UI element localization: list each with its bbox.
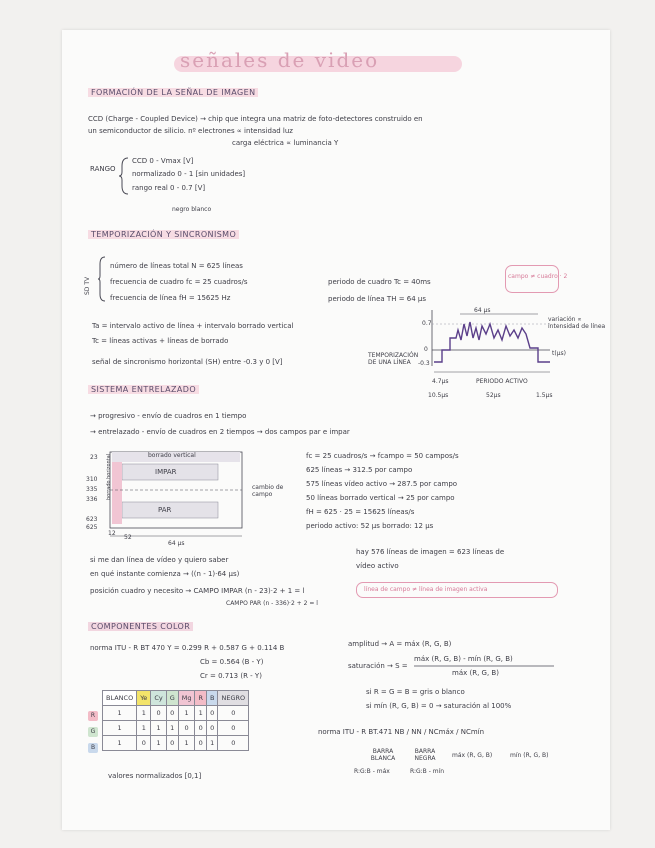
wave-level-07: 0.7	[422, 320, 432, 327]
cell: 0	[195, 721, 207, 736]
ncmin-def: mín (R, G, B)	[510, 752, 549, 759]
diagram-par: PAR	[158, 506, 172, 514]
cell: 0	[218, 706, 249, 721]
hay-576-1: hay 576 líneas de imagen = 623 líneas de	[356, 548, 505, 556]
cell: 0	[218, 736, 249, 751]
cell: 1	[103, 706, 137, 721]
header-r: R	[195, 691, 207, 706]
cell: 1	[151, 721, 166, 736]
cell: 0	[195, 736, 207, 751]
fact-1: fc = 25 cuadros/s → fcampo = 50 campos/s	[306, 452, 459, 460]
cell: 1	[103, 721, 137, 736]
wave-temporizacion-label: TEMPORIZACIÓN DE UNA LÍNEA	[368, 352, 419, 366]
wave-level-0: 0	[424, 346, 428, 353]
row-label-r: R	[88, 711, 98, 721]
norma-cb: Cb = 0.564 (B - Y)	[200, 658, 264, 666]
table-row	[103, 736, 249, 751]
amplitud: amplitud → A = máx (R, G, B)	[348, 640, 452, 648]
header-ye: Ye	[137, 691, 151, 706]
header-cy: Cy	[151, 691, 166, 706]
campo-cuadro-text: campo ≠ cuadro · 2	[508, 273, 568, 280]
fact-2: 625 líneas → 312.5 por campo	[306, 466, 413, 474]
interlace-diagram	[100, 444, 260, 544]
periodo-cuadro: periodo de cuadro Tc = 40ms	[328, 278, 431, 286]
def-ta: Ta = intervalo activo de línea + intervalo borrado vertical	[92, 322, 294, 330]
cell: 0	[137, 736, 151, 751]
rango-normalizado: normalizado 0 - 1 [sin unidades]	[132, 170, 246, 178]
cell: 1	[207, 736, 218, 751]
wave-52us: 52µs	[486, 392, 501, 399]
cell: 0	[166, 706, 178, 721]
si-min-cero: si mín (R, G, B) = 0 → saturación al 100%	[366, 702, 512, 710]
diagram-borrado-vertical: borrado vertical	[148, 452, 196, 459]
eq-max: R:G:B - máx	[354, 768, 390, 775]
fact-3: 575 líneas vídeo activo → 287.5 por campo	[306, 480, 458, 488]
table-row	[103, 706, 249, 721]
valores-normalizados: valores normalizados [0,1]	[108, 772, 202, 780]
row-label-b: B	[88, 743, 98, 753]
diagram-cambio-campo: cambio de campo	[252, 484, 284, 498]
diagram-y12: 12	[108, 530, 116, 537]
periodo-linea: periodo de línea TH = 64 µs	[328, 295, 427, 303]
hay-576-2: vídeo activo	[356, 562, 399, 570]
header-b: B	[207, 691, 218, 706]
cell: 0	[207, 721, 218, 736]
diagram-y623: 623	[86, 516, 98, 523]
section-heading-formacion: FORMACIÓN DE LA SEÑAL DE IMAGEN	[88, 88, 258, 97]
rango-brace	[118, 156, 130, 196]
ccd-line-3: carga eléctrica ∝ luminancia Y	[232, 139, 339, 147]
color-bars-table	[102, 690, 249, 751]
cell: 1	[137, 706, 151, 721]
sdtv-side-label: SD TV	[84, 276, 91, 295]
question-3: posición cuadro y necesito → CAMPO IMPAR (n - 23)·2 + 1 = l	[90, 587, 305, 595]
eq-min: R:G:B - mín	[410, 768, 445, 775]
ccd-line-1: CCD (Charge - Coupled Device) → chip que integra una matriz de foto-detectores construido en	[88, 115, 423, 123]
saturacion-numerador: máx (R, G, B) - mín (R, G, B)	[414, 655, 513, 663]
lineas-total: número de líneas total N = 625 líneas	[110, 262, 243, 270]
wave-15us: 1.5µs	[536, 392, 553, 399]
row-label-g: G	[88, 727, 98, 737]
wave-105us: 10.5µs	[428, 392, 449, 399]
barra-negra: BARRA NEGRA	[414, 748, 436, 762]
header-blanco: BLANCO	[103, 691, 137, 706]
fact-6: periodo activo: 52 µs borrado: 12 µs	[306, 522, 434, 530]
header-mg: Mg	[178, 691, 195, 706]
page-title: señales de video	[180, 48, 380, 72]
rango-ccd: CCD 0 - Vmax [V]	[132, 157, 194, 165]
barra-blanca: BARRA BLANCA	[370, 748, 396, 762]
def-sh: señal de sincronismo horizontal (SH) entre -0.3 y 0 [V]	[92, 358, 283, 366]
header-negro: NEGRO	[218, 691, 249, 706]
diagram-impar: IMPAR	[155, 468, 177, 476]
header-g: G	[166, 691, 178, 706]
bullet-progresivo: → progresivo - envío de cuadros en 1 tiempo	[90, 412, 247, 420]
saturacion-denominador: máx (R, G, B)	[452, 669, 499, 677]
frecuencia-linea: frecuencia de línea fH = 15625 Hz	[110, 294, 231, 302]
ncmax-def: máx (R, G, B)	[452, 752, 493, 759]
diagram-y23: 23	[90, 454, 98, 461]
cell: 0	[166, 736, 178, 751]
diagram-y335: 335	[86, 486, 98, 493]
norma-cr: Cr = 0.713 (R - Y)	[200, 672, 262, 680]
section-heading-temporizacion: TEMPORIZACIÓN Y SINCRONISMO	[88, 230, 239, 239]
norma-470: norma ITU - R BT 470 Y = 0.299 R + 0.587 G + 0.114 B	[90, 644, 285, 652]
frecuencia-cuadro: frecuencia de cuadro fc = 25 cuadros/s	[110, 278, 248, 286]
cell: 1	[178, 736, 195, 751]
cell: 0	[207, 706, 218, 721]
linea-campo-text: línea de campo ≠ línea de imagen activa	[364, 586, 488, 593]
rango-label: RANGO	[90, 165, 116, 173]
cell: 1	[137, 721, 151, 736]
cell: 1	[166, 721, 178, 736]
cell: 0	[178, 721, 195, 736]
diagram-y310: 310	[86, 476, 98, 483]
diagram-64us: 64 µs	[168, 540, 185, 547]
wave-64us: 64 µs	[474, 307, 491, 314]
def-tc: Tc = líneas activas + líneas de borrado	[92, 337, 229, 345]
cell: 0	[151, 706, 166, 721]
wave-level-neg: -0.3	[418, 360, 430, 367]
norma-471: norma ITU - R BT.471 NB / NN / NCmáx / NCmín	[318, 728, 485, 736]
saturacion-fraction-bar	[414, 665, 554, 667]
wave-note: variación ∝ intensidad de línea	[548, 316, 606, 330]
diagram-y336: 336	[86, 496, 98, 503]
section-heading-color: COMPONENTES COLOR	[88, 622, 193, 631]
fact-5: fH = 625 · 25 = 15625 líneas/s	[306, 508, 415, 516]
sdtv-brace	[98, 256, 106, 302]
question-1: si me dan línea de vídeo y quiero saber	[90, 556, 229, 564]
fact-4: 50 líneas borrado vertical → 25 por campo	[306, 494, 455, 502]
cell: 1	[151, 736, 166, 751]
table-row	[103, 721, 249, 736]
question-4: CAMPO PAR (n - 336)·2 + 2 = l	[226, 600, 318, 607]
rango-negro-blanco: negro blanco	[172, 206, 212, 213]
wave-47us: 4.7µs	[432, 378, 449, 385]
section-heading-entrelazado: SISTEMA ENTRELAZADO	[88, 385, 199, 394]
diagram-y52: 52	[124, 534, 132, 541]
cell: 1	[178, 706, 195, 721]
bullet-entrelazado: → entrelazado - envío de cuadros en 2 tiempos → dos campos par e impar	[90, 428, 350, 436]
saturacion-label: saturación → S =	[348, 662, 408, 670]
wave-periodo-activo: PERIODO ACTIVO	[476, 378, 528, 385]
question-2: en qué instante comienza → ((n - 1)·64 µs)	[90, 570, 240, 578]
wave-time-axis: t(µs)	[552, 350, 566, 357]
si-gris: si R = G = B = gris o blanco	[366, 688, 465, 696]
ccd-line-2: un semiconductor de silicio. nº electrones ∝ intensidad luz	[88, 127, 293, 135]
cell: 1	[103, 736, 137, 751]
diagram-y625: 625	[86, 524, 98, 531]
cell: 0	[218, 721, 249, 736]
rango-real: rango real 0 - 0.7 [V]	[132, 184, 206, 192]
cell: 1	[195, 706, 207, 721]
diagram-borrado-horizontal: borrado horizontal	[106, 453, 112, 500]
